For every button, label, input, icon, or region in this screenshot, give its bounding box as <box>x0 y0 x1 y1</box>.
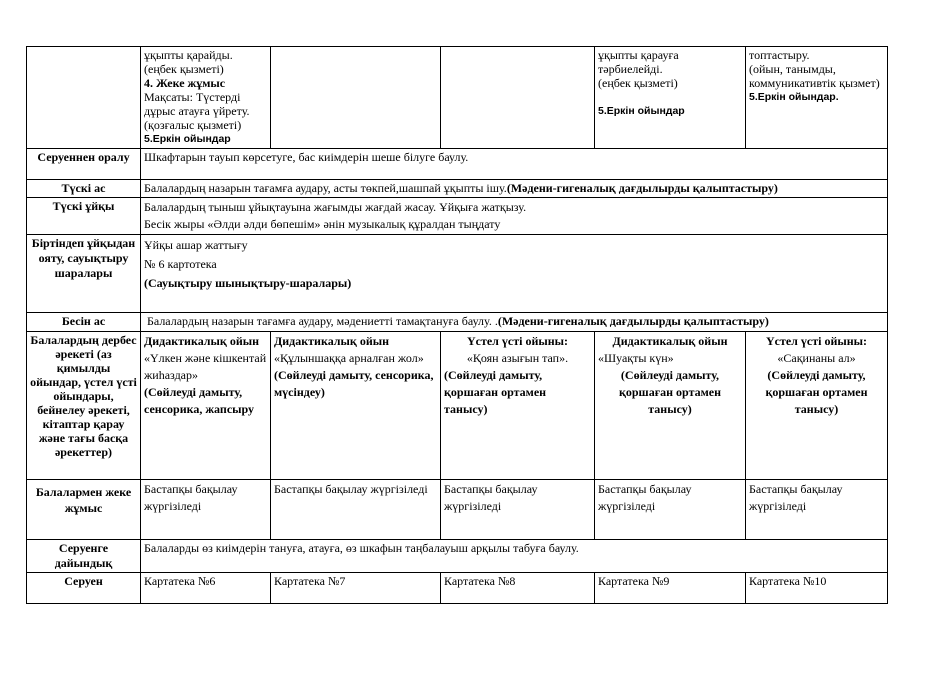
activity-goal: (Сөйлеуді дамыту, сенсорика, мүсіндеу) <box>274 368 434 399</box>
row-content <box>141 180 888 198</box>
daily-plan-table <box>26 46 888 604</box>
row-label: Серуеннен оралу <box>27 149 141 180</box>
activity-name: «Үлкен және кішкентай жиһаздар» <box>144 351 267 382</box>
individual-cell: Бастапқы бақылау жүргізіледі <box>141 480 271 540</box>
row-text: Ұйқы ашар жаттығу <box>144 238 248 252</box>
activity-title: Дидактикалық ойын <box>274 334 390 348</box>
activity-name: «Қоян азығын тап». <box>466 351 569 365</box>
return-walk-row <box>27 149 888 180</box>
activity-name: «Сақинаны ал» <box>777 351 856 365</box>
nap-row <box>27 198 888 235</box>
individual-cell: Бастапқы бақылау жүргізіледі <box>441 480 595 540</box>
activity-row <box>27 332 888 480</box>
walk-cell: Картатека №6 <box>141 573 271 604</box>
individual-row <box>27 480 888 540</box>
row-text: № 6 картотека <box>144 257 217 271</box>
cell-heading: 4. Жеке жұмыс <box>144 76 226 90</box>
cell-heading: 5.Еркін ойындар <box>598 105 685 117</box>
individual-cell: Бастапқы бақылау жүргізіледі <box>271 480 441 540</box>
individual-cell: Бастапқы бақылау жүргізіледі <box>595 480 746 540</box>
cell-heading: 5.Еркін ойындар <box>144 133 231 145</box>
row-label: Түскі ұйқы <box>27 198 141 235</box>
cell-text: ұқыпты қарауға тәрбиелейді. <box>598 48 679 76</box>
row-bold-text: (Мәдени-гигеналық дағдылырды қалыптастыру) <box>497 314 769 328</box>
cell-text: топтастыру. <box>749 48 810 62</box>
walk-cell: Картатека №10 <box>746 573 888 604</box>
row-label: Серуенге дайындық <box>27 540 141 573</box>
activity-goal: (Сөйлеуді дамыту, қоршаған ортамен танысу) <box>444 368 547 416</box>
activity-cell <box>271 332 441 480</box>
monday-cell <box>141 47 271 149</box>
activity-title: Дидактикалық ойын <box>144 334 260 348</box>
row-label: Серуен <box>27 573 141 604</box>
cell-text: (қозғалыс қызметі) <box>144 118 242 132</box>
row-label: Біртіндеп ұйқыдан ояту, сауықтыру шаралары <box>27 235 141 313</box>
activity-cell <box>595 332 746 480</box>
row-text: Балаларды өз киімдерін тануға, атауға, өз шкафын таңбалауыш арқылы табуға баулу. <box>141 540 888 573</box>
cell-text: Мақсаты: Түстерді дұрыс атауға үйрету. <box>144 90 250 118</box>
activity-cell <box>441 332 595 480</box>
activity-goal: (Сөйлеуді дамыту, қоршаған ортамен танысу) <box>618 368 722 416</box>
row-label: Балалармен жеке жұмыс <box>27 480 141 540</box>
cell-text: (еңбек қызметі) <box>598 76 678 90</box>
row-content <box>141 313 888 332</box>
row-label: Бесін ас <box>27 313 141 332</box>
walk-cell: Картатека №7 <box>271 573 441 604</box>
walk-cell: Картатека №8 <box>441 573 595 604</box>
tuesday-cell <box>271 47 441 149</box>
walk-cell: Картатека №9 <box>595 573 746 604</box>
thursday-cell <box>595 47 746 149</box>
row-content <box>141 235 888 313</box>
activity-cell <box>141 332 271 480</box>
row-bold-text: (Сауықтыру шынықтыру-шаралары) <box>144 276 352 290</box>
activity-title: Үстел үсті ойыны: <box>765 334 868 348</box>
continuation-row <box>27 47 888 149</box>
friday-cell <box>746 47 888 149</box>
row-bold-text: (Мәдени-гигеналық дағдылырды қалыптастыру) <box>506 181 778 195</box>
snack-row <box>27 313 888 332</box>
row-text: Бесік жыры «Әлди әлди бөпешім» әнін музыкалық құралдан тыңдату <box>144 217 501 231</box>
row-text: Балалардың тыныш ұйықтауына жағымды жағдай жасау. Ұйқыға жатқызу. <box>144 200 527 214</box>
empty-label-cell <box>27 47 141 149</box>
row-label: Балалардың дербес әрекеті (аз қимылды ойындар, үстел үсті ойындары, бейнелеу әрекеті, кітаптар қарау және тағы басқа әрекеттер) <box>27 332 141 480</box>
activity-title: Дидактикалық ойын <box>612 334 728 348</box>
wednesday-cell <box>441 47 595 149</box>
activity-cell <box>746 332 888 480</box>
cell-heading: 5.Еркін ойындар. <box>749 91 839 103</box>
activity-goal: (Сөйлеуді дамыту, қоршаған ортамен танысу) <box>765 368 868 416</box>
prep-walk-row <box>27 540 888 573</box>
cell-text: (ойын, танымды, коммуникативтік қызмет) <box>749 62 880 90</box>
individual-cell: Бастапқы бақылау жүргізіледі <box>746 480 888 540</box>
row-text: Балалардың назарын тағамға аудару, мәдениетті тамақтануға баулу. . <box>147 314 498 328</box>
row-text: Шкафтарын тауып көрсетуге, бас киімдерін шеше білуге баулу. <box>141 149 888 180</box>
activity-title: Үстел үсті ойыны: <box>466 334 569 348</box>
cell-text: ұқыпты қарайды. <box>144 48 233 62</box>
walk-row <box>27 573 888 604</box>
cell-text: (еңбек қызметі) <box>144 62 224 76</box>
row-content <box>141 198 888 235</box>
activity-name: «Шуақты күн» <box>598 351 674 365</box>
row-text: Балалардың назарын тағамға аудару, асты төкпей,шашпай ұқыпты ішу. <box>144 181 507 195</box>
wakeup-row <box>27 235 888 313</box>
lunch-row <box>27 180 888 198</box>
activity-name: «Құлыншаққа арналған жол» <box>274 351 424 365</box>
activity-goal: (Сөйлеуді дамыту, сенсорика, жапсыру <box>144 385 255 416</box>
row-label: Түскі ас <box>27 180 141 198</box>
